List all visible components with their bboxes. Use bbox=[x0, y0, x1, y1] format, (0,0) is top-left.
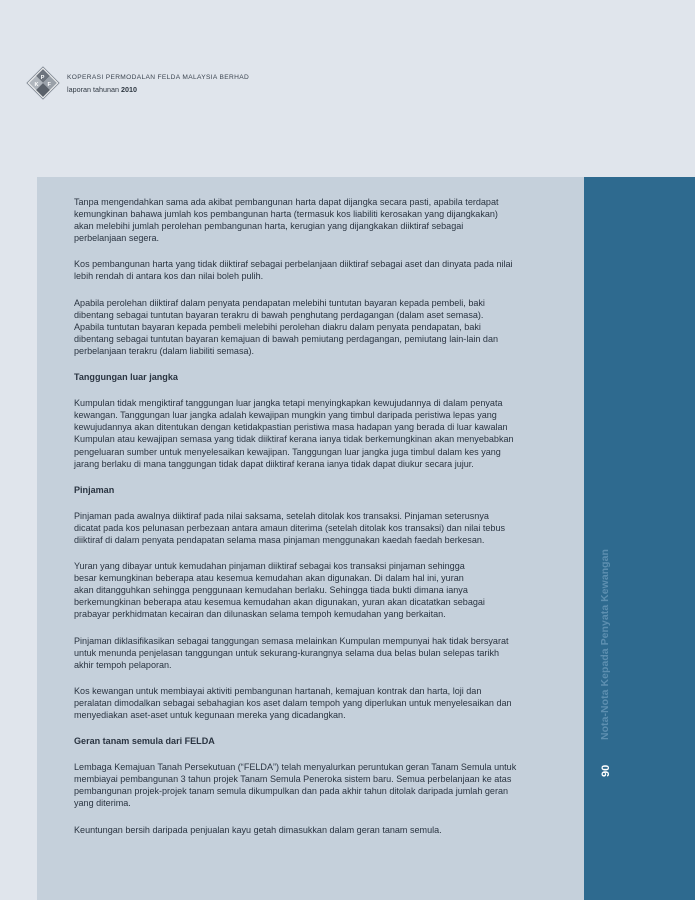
page-number: 90 bbox=[600, 764, 612, 777]
text-line: Keuntungan bersih daripada penjualan kayu getah dimasukkan dalam geran tanam semula. bbox=[74, 824, 442, 835]
section-title: Nota-Nota Kepada Penyata Kewangan bbox=[600, 549, 611, 740]
text-line: besar kemungkinan beberapa atau kesemua kemudahan akan digunakan. Di dalam hal ini, yuran bbox=[74, 573, 464, 584]
text-line: Apabila perolehan diiktiraf dalam penyata pendapatan melebihi tuntutan bayaran kepada pembeli, baki bbox=[74, 297, 485, 308]
text-line: perbelanjaan terakru (dalam liabiliti semasa). bbox=[74, 345, 255, 356]
svg-text:K: K bbox=[34, 82, 39, 88]
text-line: jarang berlaku di mana tanggungan tidak dapat diiktiraf kerana ianya tidak dapat diukur secara jujur. bbox=[74, 458, 474, 469]
section-heading: Tanggungan luar jangka bbox=[74, 372, 178, 383]
section-sidebar bbox=[584, 177, 695, 900]
svg-text:P: P bbox=[40, 75, 45, 81]
text-line: lebih rendah di antara kos dan nilai boleh pulih. bbox=[74, 271, 264, 282]
paragraph bbox=[74, 510, 578, 546]
paragraph bbox=[74, 824, 578, 836]
text-line: pembangunan projek-projek tanam semula dikumpulkan dan pada akhir tahun ditolak daripada jumlah geran bbox=[74, 786, 509, 797]
paragraph bbox=[74, 196, 578, 244]
text-line: Kumpulan atau kewajipan semasa yang tidak diiktiraf kerana ianya tidak berkemungkinan akan menyebabkan bbox=[74, 434, 514, 445]
text-line: kemungkinan bahawa jumlah kos pembangunan harta (termasuk kos liabiliti kerosakan yang dijangkakan) bbox=[74, 209, 498, 220]
text-line: kewujudannya akan ditentukan dengan ketidakpastian peristiwa masa hadapan yang berada di luar kawalan bbox=[74, 422, 508, 433]
text-line: berkemungkinan beberapa atau kesemua kemudahan akan digunakan, yuran akan dicatatkan sebagai bbox=[74, 597, 485, 608]
text-line: Lembaga Kemajuan Tanah Persekutuan (“FELDA”) telah menyalurkan peruntukan geran Tanam Semula untuk bbox=[74, 762, 517, 773]
text-line: Kos kewangan untuk membiayai aktiviti pembangunan hartanah, kemajuan kontrak dan harta, loji dan bbox=[74, 685, 482, 696]
logo bbox=[26, 66, 60, 100]
text-line: akhir tempoh pelaporan. bbox=[74, 659, 172, 670]
text-line: Kos pembangunan harta yang tidak diiktiraf sebagai perbelanjaan diiktiraf sebagai aset dan dinyata pada nilai bbox=[74, 259, 513, 270]
paragraph bbox=[74, 761, 578, 809]
text-line: yang diterima. bbox=[74, 798, 131, 809]
text-line: pengeluaran sumber untuk menyelesaikan kewajipan. Tanggungan luar jangka juga timbul dalam kes yang bbox=[74, 446, 501, 457]
text-line: dibentang sebagai tuntutan bayaran kemajuan di bawah pemiutang perdagangan, pemiutang lain-lain dan bbox=[74, 333, 499, 344]
text-line: Tanpa mengendahkan sama ada akibat pembangunan harta dapat dijangka secara pasti, apabila terdapat bbox=[74, 197, 499, 207]
paragraph bbox=[74, 560, 578, 620]
paragraph bbox=[74, 297, 578, 357]
body-text bbox=[74, 196, 578, 850]
report-prefix: laporan tahunan bbox=[67, 85, 119, 94]
svg-text:F: F bbox=[47, 82, 51, 88]
text-line: kewangan. Tanggungan luar jangka adalah kewajipan mungkin yang timbul daripada peristiwa lepas yang bbox=[74, 410, 497, 421]
paragraph bbox=[74, 397, 578, 470]
text-line: Apabila tuntutan bayaran kepada pembeli melebihi perolehan diakru dalam penyata pendapatan, baki bbox=[74, 321, 481, 332]
text-line: perbelanjaan segera. bbox=[74, 233, 160, 244]
report-year: 2010 bbox=[120, 85, 137, 94]
text-line: dicatat pada kos pelunasan perbezaan antara amaun diterima (setelah ditolak kos transaksi) dan nilai tebus bbox=[74, 522, 505, 533]
section-heading: Pinjaman bbox=[74, 484, 115, 495]
text-line: akan ditangguhkan sehingga penggunaan kemudahan berlaku. Sehingga tiada bukti dimana ianya bbox=[74, 585, 468, 596]
text-line: Yuran yang dibayar untuk kemudahan pinjaman diiktiraf sebagai kos transaksi pinjaman sehingga bbox=[74, 561, 465, 572]
text-line: Kumpulan tidak mengiktiraf tanggungan luar jangka tetapi menyingkapkan kewujudannya di dalam penyata bbox=[74, 398, 503, 409]
text-line: peralatan dimodalkan sebagai sebahagian kos aset dalam tempoh yang diperlukan untuk menyelesaikan dan bbox=[74, 697, 512, 708]
text-line: dibentang sebagai tuntutan bayaran terakru di bawah penghutang perdagangan (dalam aset semasa). bbox=[74, 309, 484, 320]
text-line: untuk menunda penjelasan tanggungan untuk sekurang-kurangnya selama dua belas bulan selepas tarikh bbox=[74, 647, 500, 658]
paragraph bbox=[74, 685, 578, 721]
report-title bbox=[67, 85, 137, 94]
text-line: diiktiraf di dalam penyata pendapatan selama masa pinjaman menggunakan kaedah faedah berkesan. bbox=[74, 534, 485, 545]
paragraph bbox=[74, 635, 578, 671]
text-line: membiayai pembangunan 3 tahun projek Tanam Semula Peneroka sistem baru. Semua perbelanjaan ke atas bbox=[74, 774, 512, 785]
text-line: prabayar perkhidmatan kecairan dan dilunaskan selama tempoh kemudahan yang berkaitan. bbox=[74, 609, 446, 620]
organization-name: KOPERASI PERMODALAN FELDA MALAYSIA BERHAD bbox=[67, 74, 250, 81]
paragraph bbox=[74, 258, 578, 282]
text-line: menyediakan aset-aset untuk kegunaan mereka yang dicadangkan. bbox=[74, 710, 346, 720]
text-line: akan melebihi jumlah perolehan pembangunan harta, kerugian yang dijangkakan diiktiraf sebagai bbox=[74, 221, 464, 232]
text-line: Pinjaman diklasifikasikan sebagai tanggungan semasa melainkan Kumpulan mempunyai hak tidak bersyarat bbox=[74, 635, 509, 646]
section-heading: Geran tanam semula dari FELDA bbox=[74, 736, 215, 747]
text-line: Pinjaman pada awalnya diiktiraf pada nilai saksama, setelah ditolak kos transaksi. Pinjaman seterusnya bbox=[74, 510, 489, 521]
